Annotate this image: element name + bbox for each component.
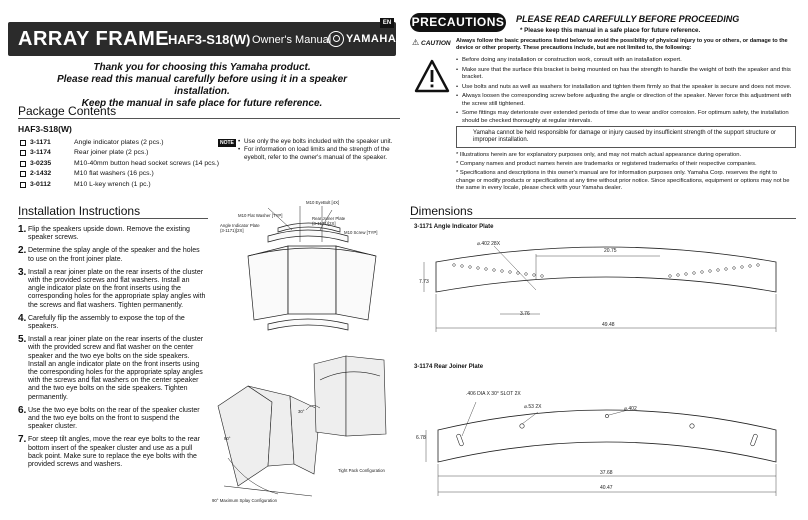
plate1-caption: 3-1171 Angle Indicator Plate [414, 224, 494, 230]
plate2-width-total: 40.47 [600, 485, 613, 491]
note-list [238, 138, 398, 162]
note-item: • For information on load limits and the strength of the eyebolt, refer to the owner's manual of the speaker. [238, 146, 398, 162]
step-text: Install a rear joiner plate on the rear inserts of the cluster with the provided screw and flat washer on the center speaker and the two eye bolts on the side speakers. Install an angle indicator plate on the front inserts using the corresponding holes for the appropriate splay angles with the screws and flat washers on the center speaker and the two eye bolts on the side speakers. Tighten permanently. [28, 336, 204, 401]
precautions-heading: PLEASE READ CAREFULLY BEFORE PROCEEDING [516, 14, 740, 24]
label-max-splay: 90° Maximum Splay Configuration [212, 498, 278, 503]
checkbox-icon [20, 182, 26, 188]
precautions-subheading: * Please keep this manual in a safe place for future reference. [520, 27, 701, 34]
installation-steps [18, 226, 206, 474]
precaution-item: • Before doing any installation or construction work, consult with an installation expert. [456, 57, 796, 64]
dimensions-title: Dimensions [410, 204, 473, 218]
section-divider [18, 218, 208, 219]
plate1-width-total: 49.48 [602, 322, 615, 328]
doc-model: HAF3-S18(W) [168, 32, 251, 47]
intro-line: Please read this manual carefully before using it in a speaker installation. [56, 74, 348, 97]
step-item [18, 436, 206, 469]
label-eyebolt: M10 EyeBolt [4X] [306, 200, 340, 205]
caution-label: CAUTION [421, 40, 451, 47]
step-text: Use the two eye bolts on the rear of the speaker cluster and the two eye bolts on the front to suspend the speaker cluster. [28, 406, 200, 431]
step-number: 4. [18, 312, 27, 324]
note-item: • Use only the eye bolts included with the speaker unit. [238, 138, 398, 146]
label-angle-code: (3-1171)[2X] [220, 228, 244, 233]
checkbox-icon [20, 150, 26, 156]
step-item [18, 226, 206, 242]
label-angle-plate: Angle Indicator Plate [220, 223, 260, 228]
label-angle-30: 30° [298, 409, 305, 414]
step-text: Carefully flip the assembly to expose the top of the speakers. [28, 314, 185, 331]
item-code: 3-1171 [30, 139, 51, 146]
plate1-width-b: 3.76 [520, 311, 530, 317]
step-number: 2. [18, 245, 27, 257]
checkbox-icon [20, 140, 26, 146]
label-tight-pack: Tight Pack Configuration [338, 468, 385, 473]
section-divider [410, 218, 796, 219]
item-desc: M10-40mm button head socket screws (14 pcs.) [74, 159, 220, 167]
step-number: 6. [18, 404, 27, 416]
step-item [18, 247, 206, 263]
step-number: 1. [18, 224, 27, 235]
speaker-cluster-illustration [208, 196, 404, 512]
step-text: Install a rear joiner plate on the rear inserts of the cluster with the provided screws and flat washers. Install an angle indicator plate on the front inserts using the corresponding holes for the appropriate splay angles with the screws and flat washers. Tighten permanently. [28, 268, 206, 309]
step-item [18, 336, 206, 402]
package-item [20, 169, 219, 179]
footnote: * Illustrations herein are for explanatory purposes only, and may not match actual appearance during operation. [456, 152, 742, 158]
package-contents-title: Package Contents [18, 104, 117, 118]
checkbox-icon [20, 171, 26, 177]
item-desc: M10 L-key wrench (1 pc.) [74, 180, 151, 188]
label-washer: M10 Flat Washer [TYP] [238, 213, 283, 218]
plate1-height: 7.73 [419, 279, 429, 285]
footnote: * Company names and product names herein are trademarks or registered trademarks of their respective companies. [456, 161, 757, 168]
package-item [20, 180, 219, 190]
item-desc: Rear joiner plate (2 pcs.) [74, 149, 149, 157]
package-item [20, 148, 219, 158]
footnote: * Specifications and descriptions in this owner's manual are for information purposes only. Yamaha Corp. reserves the right to change or modify products or specifications at any time without prior notice. Since specifications, equipment or options may not be the same in every locale, please check with your Yamaha dealer. [456, 170, 790, 191]
step-item [18, 266, 206, 310]
item-code: 3-1174 [30, 149, 51, 157]
package-model: HAF3-S18(W) [18, 124, 72, 134]
step-number: 3. [18, 266, 27, 278]
label-rear-code: (3-1174)[2X] [312, 221, 336, 226]
intro-text [30, 62, 374, 110]
label-screw: M10 Screw [TYP] [344, 230, 378, 235]
plate2-hole-spec-b: ⌀.402 [624, 406, 637, 412]
note-badge: NOTE [220, 140, 234, 146]
precaution-list [456, 57, 796, 127]
precautions-intro: Always follow the basic precautions listed below to avoid the possibility of physical injury to you or others, or damage to the device or other property. These precautions include, but are not limited to, the following: [456, 38, 788, 52]
plate1-width-a: 20.75 [604, 248, 617, 254]
item-desc: Angle indicator plates (2 pcs.) [74, 139, 164, 146]
intro-line: Keep the manual in safe place for future reference. [81, 98, 323, 109]
precautions-badge: PRECAUTIONS [410, 13, 506, 32]
plate1-hole-spec: ⌀.402 28X [477, 241, 501, 247]
plate2-width-a: 37.68 [600, 470, 613, 476]
step-text: Flip the speakers upside down. Remove the existing speaker screws. [28, 226, 190, 242]
installation-diagram [208, 196, 404, 512]
yamaha-logo-icon [328, 31, 344, 47]
step-item [18, 312, 206, 331]
step-number: 7. [18, 434, 27, 446]
label-angle-90: 90° [224, 436, 231, 441]
disclaimer-box: Yamaha cannot be held responsible for damage or injury caused by insufficient strength of the support structure or improper installation. [456, 126, 796, 148]
doc-title: ARRAY FRAME [18, 28, 170, 50]
package-item [20, 138, 219, 148]
plate2-hole-spec-a: ⌀.53 2X [524, 404, 542, 410]
brand-logo-text: YAMAHA [346, 33, 397, 45]
intro-line: Thank you for choosing this Yamaha product. [93, 62, 311, 73]
package-list [20, 138, 219, 190]
item-desc: M10 flat washers (16 pcs.) [74, 170, 154, 178]
warning-icon [414, 57, 450, 97]
step-item [18, 404, 206, 432]
item-code: 3-0112 [30, 180, 51, 188]
precaution-item: • Use bolts and nuts as well as washers for installation and tighten them firmly so that the speaker is secure and does not move. [456, 84, 796, 91]
item-code: 2-1432 [30, 170, 52, 178]
checkbox-icon [20, 161, 26, 167]
package-item [20, 159, 219, 169]
caution-triangle-icon: ⚠ [412, 38, 420, 47]
precaution-item: • Some fittings may deteriorate over extended periods of time due to wear and/or corrosion. For optimum safety, the installation should be checked thoroughly at regular intervals. [456, 110, 796, 125]
installation-title: Installation Instructions [18, 204, 141, 218]
plate2-caption: 3-1174 Rear Joiner Plate [414, 364, 484, 370]
precaution-item: • Always loosen the corresponding screw before adjusting the angle or direction of the speaker. Never force this adjustment with the screw still tightened. [456, 93, 796, 108]
step-text: Determine the splay angle of the speaker and the holes to use on the front joiner plate. [28, 247, 200, 263]
label-rear-plate: Rear Joiner Plate [312, 216, 346, 221]
item-code: 3-0235 [30, 159, 52, 167]
plate2-height: 6.78 [416, 435, 426, 441]
doc-manual-label: Owner's Manual [252, 34, 332, 46]
precaution-item: • Make sure that the surface this bracket is being mounted on has the strength to handle the weight of both the speaker and this bracket. [456, 67, 796, 82]
footnotes [456, 152, 796, 194]
step-text: For steep tilt angles, move the rear eye bolts to the rear bottom insert of the speaker cluster and use as a pull back point. Make sure to replace the eye bolts with the provided screws and washers. [28, 436, 200, 469]
plate2-slot-spec: .406 DIA X 30° SLOT 2X [466, 391, 521, 397]
step-number: 5. [18, 334, 27, 346]
language-badge: EN [380, 18, 394, 28]
section-divider [18, 118, 400, 119]
